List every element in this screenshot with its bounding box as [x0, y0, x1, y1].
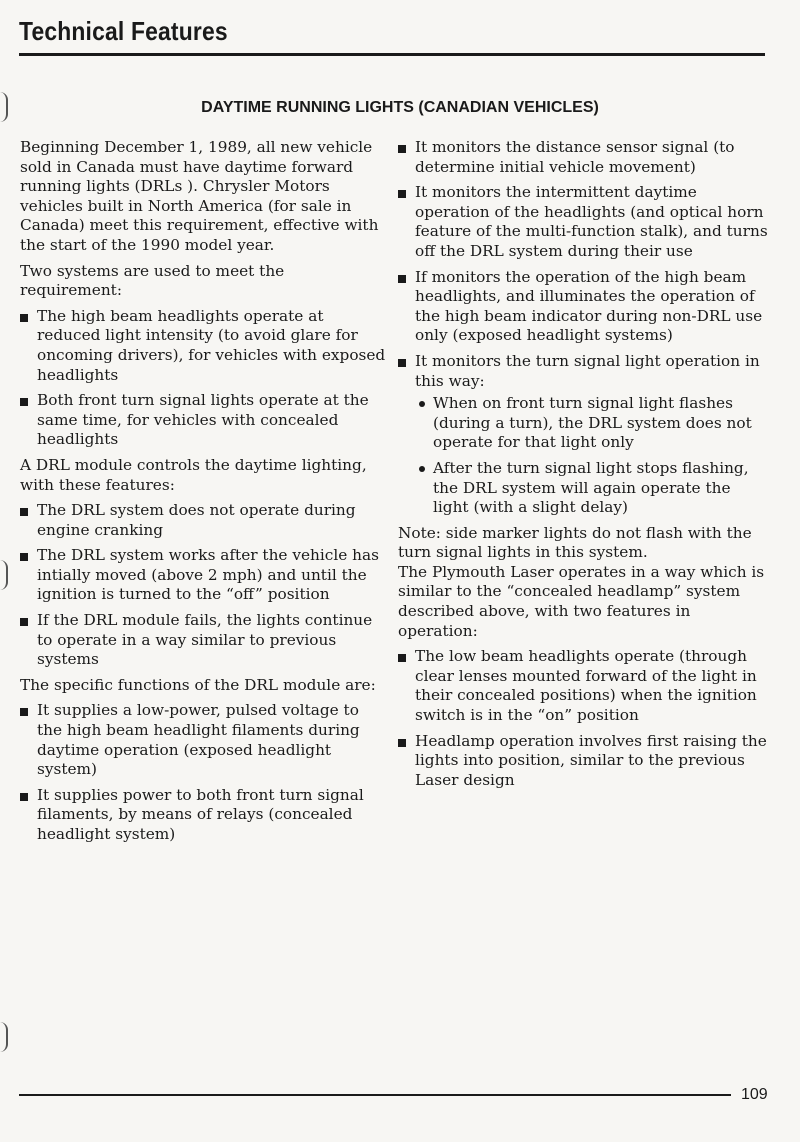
section-title: DAYTIME RUNNING LIGHTS (CANADIAN VEHICLES) [201, 99, 599, 116]
list-item: If the DRL module fails, the lights continue to operate in a way similar to previous systems [20, 611, 386, 670]
page-header [19, 16, 765, 56]
left-column [20, 138, 386, 851]
sublist-item: When on front turn signal light flashes (during a turn), the DRL system does not operate for that light only [415, 394, 768, 453]
list-item [398, 352, 768, 518]
laser-features-list [398, 647, 768, 790]
right-column [398, 138, 768, 796]
list-item: It supplies power to both front turn signal filaments, by means of relays (concealed headlight system) [20, 786, 386, 845]
list-item: It supplies a low-power, pulsed voltage to the high beam headlight filaments during daytime operation (exposed headlight system) [20, 701, 386, 779]
features-list [20, 501, 386, 670]
list-item: It monitors the distance sensor signal (to determine initial vehicle movement) [398, 138, 768, 177]
binder-hole-mark-bottom [0, 1022, 8, 1052]
footer-rule [19, 1094, 731, 1096]
sublist-item: After the turn signal light stops flashing, the DRL system will again operate the light (with a slight delay) [415, 459, 768, 518]
functions-list-continued [398, 138, 768, 518]
binder-hole-mark-middle [0, 560, 8, 590]
intro-paragraph: Beginning December 1, 1989, all new vehicle sold in Canada must have daytime forward running lights (DRLs ). Chrysler Motors vehicles built in North America (for sale in Canada) meet this requirement, effective with the start of the 1990 model year. [20, 138, 379, 254]
functions-list [20, 701, 386, 844]
turn-signal-sublist [415, 394, 768, 518]
module-intro: A DRL module controls the daytime lighting, with these features: [20, 455, 367, 494]
list-item: Both front turn signal lights operate at the same time, for vehicles with concealed headlights [20, 391, 386, 450]
list-item: It monitors the intermittent daytime operation of the headlights (and optical horn feature of the multi-function stalk), and turns off the DRL system during their use [398, 183, 768, 261]
functions-intro: The specific functions of the DRL module are: [20, 675, 376, 694]
list-item: If monitors the operation of the high beam headlights, and illuminates the operation of the high beam indicator during non-DRL use only (exposed headlight systems) [398, 268, 768, 346]
note-paragraph: Note: side marker lights do not flash with the turn signal lights in this system. [398, 523, 752, 562]
systems-intro: Two systems are used to meet the requirement: [20, 261, 285, 300]
list-item: Headlamp operation involves first raising the lights into position, similar to the previous Laser design [398, 732, 768, 791]
list-item: The DRL system works after the vehicle has intially moved (above 2 mph) and until the ignition is turned to the “off” position [20, 546, 386, 605]
list-item: The low beam headlights operate (through clear lenses mounted forward of the light in their concealed positions) when the ignition switch is in the “on” position [398, 647, 768, 725]
page-number: 109 [741, 1086, 768, 1103]
list-item: The DRL system does not operate during engine cranking [20, 501, 386, 540]
laser-intro: The Plymouth Laser operates in a way which is similar to the “concealed headlamp” system described above, with two features in operation: [398, 562, 765, 640]
list-item: The high beam headlights operate at reduced light intensity (to avoid glare for oncoming drivers), for vehicles with exposed headlights [20, 307, 386, 385]
systems-list [20, 307, 386, 450]
list-item-text: It monitors the turn signal light operation in this way: [415, 351, 760, 390]
page-title: Technical Features [19, 16, 228, 46]
